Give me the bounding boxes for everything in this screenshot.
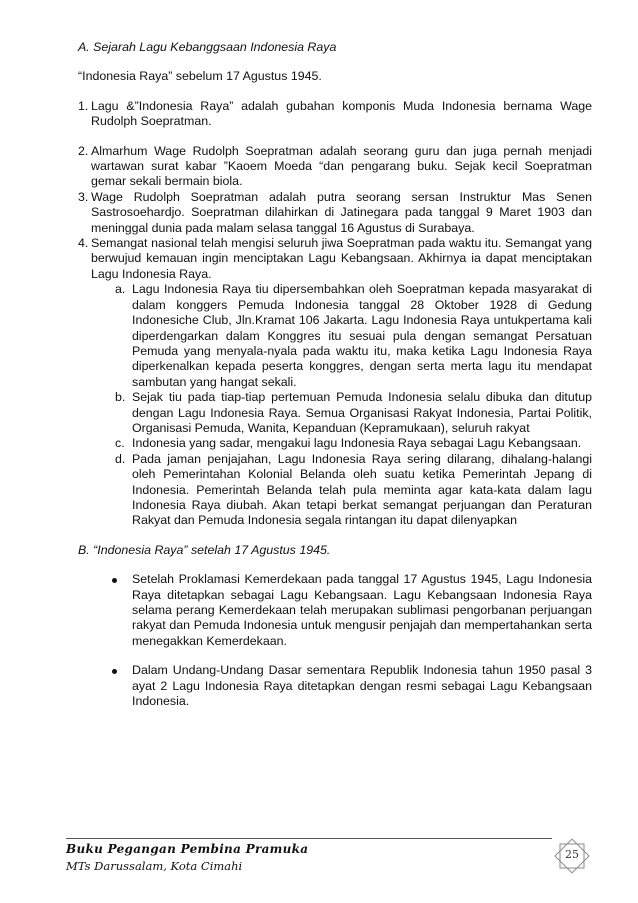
list-item (115, 452, 592, 529)
list-text: Almarhum Wage Rudolph Soepratman adalah seorang guru dan juga pernah menjadi wartawan surat kabar ”Kaoem Moeda “dan pengarang buku. Sejak kecil Soepratman gemar sekali bermain biola. (91, 143, 592, 189)
list-letter: b. (115, 390, 126, 405)
section-a-heading: A. Sejarah Lagu Kebanggsaan Indonesia Raya (78, 40, 337, 54)
footer-subtitle: MTs Darussalam, Kota Cimahi (66, 859, 243, 873)
list-text: Lagu &”Indonesia Raya” adalah gubahan komponis Muda Indonesia bernama Wage Rudolph Soepratman. (91, 98, 592, 129)
page-number-badge (552, 836, 592, 876)
footer-divider (66, 838, 552, 839)
list-letter: a. (115, 282, 126, 297)
list-item (78, 236, 592, 282)
list-number: 2. (78, 143, 89, 158)
document-body (78, 40, 592, 723)
list-item (112, 663, 592, 709)
list-number: 1. (78, 98, 89, 113)
list-item (78, 144, 592, 190)
section-a-subtitle: “Indonesia Raya” sebelum 17 Agustus 1945. (78, 69, 322, 84)
list-text: Dalam Undang-Undang Dasar sementara Republik Indonesia tahun 1950 pasal 3 ayat 2 Lagu Indonesia Raya ditetapkan dengan resmi sebagai Lagu Kebangsaan Indonesia. (132, 663, 592, 709)
list-text: Pada jaman penjajahan, Lagu Indonesia Raya sering dilarang, dihalang-halangi oleh Pemerintahan Kolonial Belanda oleh suatu ketika Pemerintah Jepang di Indonesia. Pemerintah Belanda telah pula meminta agar kata-kata dalam lagu Indonesia Raya diubah. Akan tetapi berkat semangat perjuangan dan Peraturan Rakyat dan Pemuda Indonesia segala rintangan itu dapat dilenyapkan (132, 451, 592, 528)
list-text: Indonesia yang sadar, mengakui lagu Indonesia Raya sebagai Lagu Kebangsaan. (132, 436, 582, 451)
list-letter: c. (115, 436, 125, 451)
list-item (112, 572, 592, 649)
page-number: 25 (565, 848, 579, 861)
footer-title: Buku Pegangan Pembina Pramuka (66, 842, 309, 856)
list-text: Lagu Indonesia Raya tiu dipersembahkan oleh Soepratman kepada masyarakat di dalam konggers Pemuda Indonesia tanggal 28 Oktober 1928 di Gedung Indonesiche Club, Jln.Kramat 106 Jakarta. Lagu Indonesia Raya untukpertama kali diperdengarkan dalam Konggres itu sesuai pula dengan semangat Persatuan Pemuda yang menyala-nyala pada waktu itu, maka ketika Lagu Indonesia Raya diperkenalkan kepada peserta konggres, dengan serta merta lagu itu mendapat sambutan yang hangat sekali. (132, 282, 592, 389)
list-number: 3. (78, 189, 89, 204)
bullet-list (78, 572, 592, 709)
list-number: 4. (78, 236, 89, 251)
section-b-heading: B. “Indonesia Raya” setelah 17 Agustus 1945. (78, 542, 331, 557)
lettered-list (78, 282, 592, 529)
page-footer (66, 838, 596, 880)
list-letter: d. (115, 451, 126, 466)
list-text: Semangat nasional telah mengisi seluruh jiwa Soepratman pada waktu itu. Semangat yang berwujud kemauan ingin menciptakan Lagu Kebangsaan. Akhirnya ia dapat menciptakan Lagu Indonesia Raya. (91, 236, 592, 281)
bullet-icon (112, 578, 117, 583)
list-text: Wage Rudolph Soepratman adalah putra seorang sersan Instruktur Mas Senen Sastrosoehardjo. Soepratman dilahirkan di Jatinegara pada tanggal 9 Maret 1903 dan meninggal dunia pada malam selasa tanggal 16 Agustus di Surabaya. (91, 189, 592, 235)
list-text: Setelah Proklamasi Kemerdekaan pada tanggal 17 Agustus 1945, Lagu Indonesia Raya ditetapkan sebagai Lagu Kebangsaan. Lagu Kebangsaan Indonesia Raya selama perang Kemerdekaan telah merupakan sublimasi pengorbanan perjuangan rakyat dan Pemuda Indonesia untuk mengusir penjajah dan mempertahankan serta menegakkan Kemerdekaan. (132, 572, 592, 648)
list-item (115, 390, 592, 436)
numbered-list (78, 99, 592, 282)
list-item (115, 282, 592, 390)
list-item (78, 99, 592, 130)
list-item (115, 436, 592, 451)
bullet-icon (112, 669, 117, 674)
list-item (78, 190, 592, 236)
list-text: Sejak tiu pada tiap-tiap pertemuan Pemuda Indonesia selalu dibuka dan ditutup dengan Lagu Indonesia Raya. Semua Organisasi Rakyat Indonesia, Partai Politik, Organisasi Pemuda, Wanita, Kepanduan (Kepramukaan), seluruh rakyat (132, 390, 592, 435)
